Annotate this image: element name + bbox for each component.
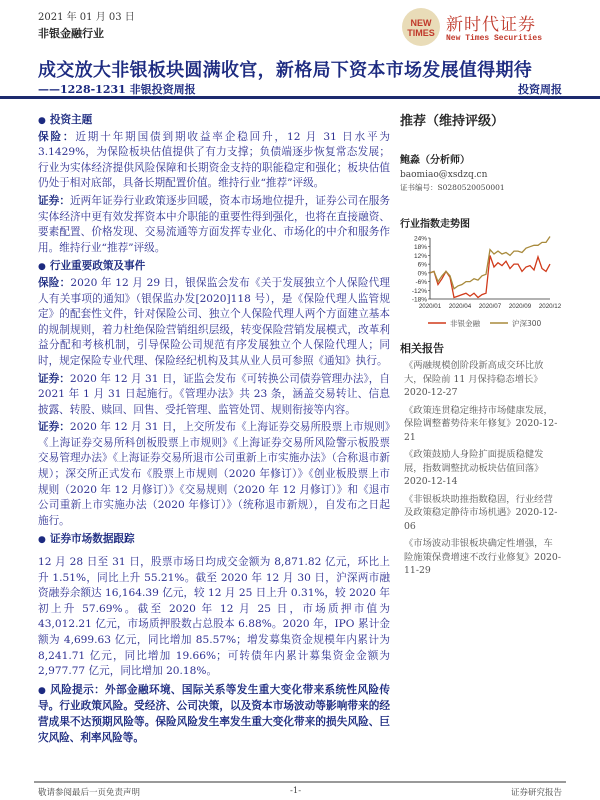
related-report-link[interactable]: 《政策鼓励人身险扩面提质稳健发展，指数调整扰动板块估值回落》2020-12-14: [404, 449, 544, 487]
y-tick-label: 18%: [413, 244, 427, 252]
risk-warning: ● 风险提示：外部金融环境、国际关系等发生重大变化带来系统性风险传导。行业政策风险。受经济、公司决策，以及资本市场波动等影响带来的经营成果不达预期风险等。保险风险发生率发生重大变化带来的损失风险、巨灾风险、利率风险等。: [38, 683, 390, 746]
logo-cn: 新时代证券: [446, 15, 536, 35]
section-heading: ● 投资主题: [38, 113, 390, 130]
x-tick-label: 2020/09: [508, 303, 532, 310]
para-label: 证券：: [38, 372, 70, 385]
main-content: [38, 110, 390, 746]
x-tick-label: 2020/12: [538, 303, 562, 310]
page-subtitle: ——1228-1231 非银投资周报: [38, 83, 196, 96]
certificate-number: 证书编号：S0280520050001: [400, 183, 505, 192]
para-label: 证券：: [38, 194, 71, 207]
footer-disclaimer: 敬请参阅最后一页免责声明: [38, 788, 141, 798]
paragraph: [38, 372, 390, 419]
y-tick-label: 0%: [417, 270, 427, 278]
header-divider: [0, 96, 600, 99]
page-number: -1-: [290, 786, 302, 796]
analyst-email: baomiao@xsdzq.cn: [400, 170, 488, 180]
x-tick-label: 2020/01: [418, 303, 442, 310]
related-report-link[interactable]: 《政策连贯稳定维持市场健康发展，保险调整蓄势待来年修复》2020-12-21: [404, 404, 558, 443]
series-line-0: [430, 255, 550, 297]
para-label: 证券：: [38, 421, 70, 434]
para-label: 保险：: [38, 130, 76, 143]
logo-mark-icon: NEW TIMES: [402, 8, 440, 46]
paragraph: [38, 276, 390, 370]
related-heading: 相关报告: [400, 342, 444, 355]
y-tick-label: 24%: [413, 235, 427, 243]
para-text: 2020 年 12 月 29 日，银保监会发布《关于发展独立个人保险代理人有关事项的通知》（银保监办发[2020]118 号），是《保险代理人监管规定》的配套性文件，针对保险公司、独立个人保险代理人两个方面建立基本的规制规则，着力杜绝保险营销组织层级，转变保险营销发展模式，改革利益分配和考核机制，引导保险公司规范有序发展独立个人保险代理人；同时，规定保险专业代理、保险经纪机构及其从业人员可参照《通知》执行。: [38, 276, 391, 367]
y-tick-label: 12%: [413, 252, 427, 260]
paragraph: [38, 130, 390, 192]
para-text: 近期十年期国债到期收益率企稳回升，12 月 31 日水平为 3.1429%，为保险板块估值提供了有力支撑；负债端逐步恢复常态发展；行业为实体经济提供风险保障和长期资金支持的职能稳定和强化；板块估值仍处于相对底部，具备长期配置价值。维持行业“推荐”评级。: [38, 130, 391, 190]
y-tick-label: -6%: [415, 279, 427, 287]
sidebar: [400, 110, 562, 230]
x-tick-label: 2020/04: [448, 303, 472, 310]
analyst-name: 鲍淼（分析师）: [400, 155, 470, 166]
section-heading: ● 行业重要政策及事件: [38, 259, 390, 276]
logo-en: New Times Securities: [446, 34, 543, 43]
index-trend-chart: [400, 228, 565, 333]
x-tick-label: 2020/07: [478, 303, 502, 310]
legend-label: 非银金融: [450, 319, 480, 328]
industry-label: 非银金融行业: [38, 27, 104, 40]
related-report-link[interactable]: 《市场波动非银板块确定性增强，车险施策保费增速不改行业修复》2020-11-29: [404, 538, 561, 576]
para-text: 2020 年 12 月 31 日，上交所发布《上海证券交易所股票上市规则》《上海证券交易所科创板股票上市规则》《上海证券交易所风险警示板股票交易管理办法》《上海证券交易所退市公司重新上市实施办法》（合称退市新规）；深交所正式发布《股票上市规则（2020 年修订）》《创业板股票上市规则（2020 年 12 月修订）》《交易规则（2020 年 12 月修订）》和《退市公司重新上市实施办法（2020 年修订）》（统称退市新规），自发布之日起施行。: [38, 421, 391, 527]
page-title: 成交放大非银板块圆满收官，新格局下资本市场发展值得期待: [38, 60, 533, 81]
para-text: 2020 年 12 月 31 日，证监会发布《可转换公司债券管理办法》，自 2021 年 1 月 31 日起施行。《管理办法》共 23 条，涵盖交易转让、信息披露、转股、赎回、回售、受托管理、监管处罚、规则衔接等内容。: [38, 372, 391, 416]
section-heading: ● 证券市场数据跟踪: [38, 532, 390, 549]
report-type: 投资周报: [518, 83, 562, 96]
legend-label: 沪深300: [512, 319, 542, 328]
y-tick-label: -12%: [411, 287, 427, 295]
y-tick-label: 6%: [417, 261, 427, 269]
related-report-link[interactable]: 《两融规模创阶段新高成交环比放大，保险前 11 月保持稳态增长》2020-12-27: [404, 360, 544, 398]
para-label: 保险：: [38, 276, 71, 289]
footer-report-label: 证券研究报告: [510, 788, 562, 798]
paragraph: 12 月 28 日至 31 日，股票市场日均成交金额为 8,871.82 亿元，环比上升 1.51%，同比上升 55.21%。截至 2020 年 12 月 30 日，沪深两市融资融券余额达 16,164.39 亿元，较 12 月 25 日上升 0.31%，较 2020 年初上升 57.69%。截至 2020 年 12 月 25 日，市场质押市值为 43,012.21 亿元，市场质押股数占总股本 6.88%。2020 年，IPO 累计金额为 4,699.63 亿元，同比增加 85.57%；增发募集资金规模年内累计为 8,241.71 亿元，同比增加 19.66%；可转债年内累计募集资金金额为 2,977.77 亿元，同比增加 20.18%。: [38, 556, 390, 678]
rating: 推荐（维持评级）: [400, 114, 505, 129]
company-logo: [402, 8, 562, 48]
related-reports: [400, 340, 562, 582]
related-report-link[interactable]: 《非银板块助推指数稳固，行业经营及政策稳定静待市场机遇》2020-12-06: [404, 493, 558, 532]
y-tick-label: -18%: [411, 296, 427, 304]
footer-divider: [34, 781, 566, 783]
chart-title: 行业指数走势图: [400, 219, 470, 230]
paragraph: [38, 420, 390, 529]
report-date: 2021 年 01 月 03 日: [38, 12, 135, 23]
paragraph: [38, 194, 390, 256]
series-line-1: [430, 237, 550, 289]
para-text: 近两年证券行业政策逐步回暖，资本市场地位提升，证券公司在服务实体经济中更有效发挥资本中介职能的重要性得到强化，也将在直接融资、要素配置、价格发现、交易流通等方面发挥专业化、市场化的中介和服务作用。维持行业“推荐”评级。: [38, 194, 391, 254]
